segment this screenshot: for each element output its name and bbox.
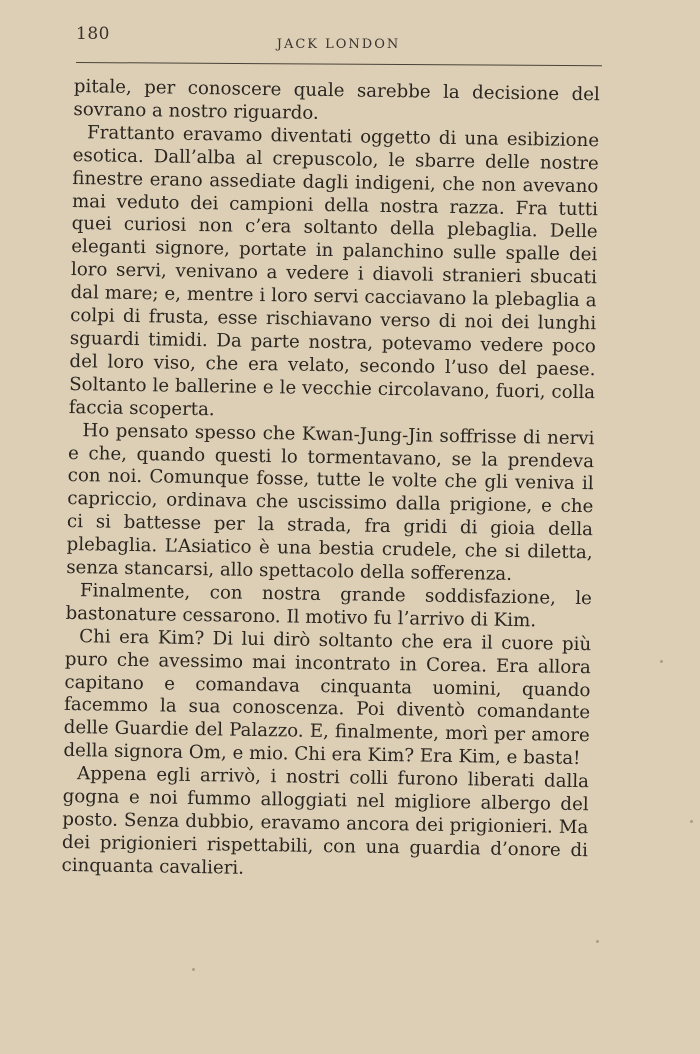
paragraph: Finalmente, con nostra grande soddisfazione, le bastonature cessarono. Il motivo fu l’arrivo di Kim. (65, 580, 593, 632)
paper-speck (660, 660, 663, 663)
paper-speck (192, 968, 195, 971)
paragraph: Ho pensato spesso che Kwan-Jung-Jin soffrisse di nervi e che, quando questi lo tormentavano, se la prendeva con noi. Comunque fosse, tutte le volte che gli veniva il capriccio, ordinava che uscissimo dalla prigione, e che ci si battesse per la strada, fra gridi di gioia della plebaglia. L’Asiatico è una bestia crudele, che si diletta, senza stancarsi, allo spettacolo della sofferenza. (66, 419, 595, 585)
paper-speck (690, 820, 693, 823)
paper-speck (596, 940, 599, 943)
paragraph: pitale, per conoscere quale sarebbe la decisione del sovrano a nostro riguardo. (73, 76, 600, 124)
header-rule (76, 62, 602, 66)
body-text (61, 76, 600, 886)
paragraph: Appena egli arrivò, i nostri colli furono liberati dalla gogna e noi fummo alloggiati nel migliore albergo del posto. Senza dubbio, eravamo ancora dei prigionieri. Ma dei prigionieri rispettabili, con una guardia d’onore di cinquanta cavalieri. (61, 763, 590, 879)
page-number: 180 (76, 24, 110, 44)
paragraph: Chi era Kim? Di lui dirò soltanto che era il cuore più puro che avessimo mai incontrato in Corea. Era allora capitano e comandava cinquanta uomini, quando facemmo la sua conoscenza. Poi diventò comandante delle Guardie del Palazzo. E, finalmente, morì per amore della signora Om, e mio. Chi era Kim? Era Kim, e basta! (63, 625, 592, 770)
page-header (76, 24, 601, 54)
paragraph: Frattanto eravamo diventati oggetto di una esibizione esotica. Dall’alba al crepuscolo, le sbarre delle nostre finestre erano assediate dagli indigeni, che non avevano mai veduto dei campioni della nostra razza. Fra tutti quei curiosi non c’era soltanto della plebaglia. Delle eleganti signore, portate in palanchino sulle spalle dei loro servi, venivano a vedere i diavoli stranieri sbucati dal mare; e, mentre i loro servi cacciavano la plebaglia a colpi di frusta, esse rischiavano verso di noi dei lunghi sguardi timidi. Da parte nostra, potevamo vedere poco del loro viso, che era velato, secondo l’uso del paese. Soltanto le ballerine e le vecchie circolavano, fuori, colla faccia scoperta. (68, 122, 600, 420)
running-title: JACK LONDON (276, 37, 401, 52)
